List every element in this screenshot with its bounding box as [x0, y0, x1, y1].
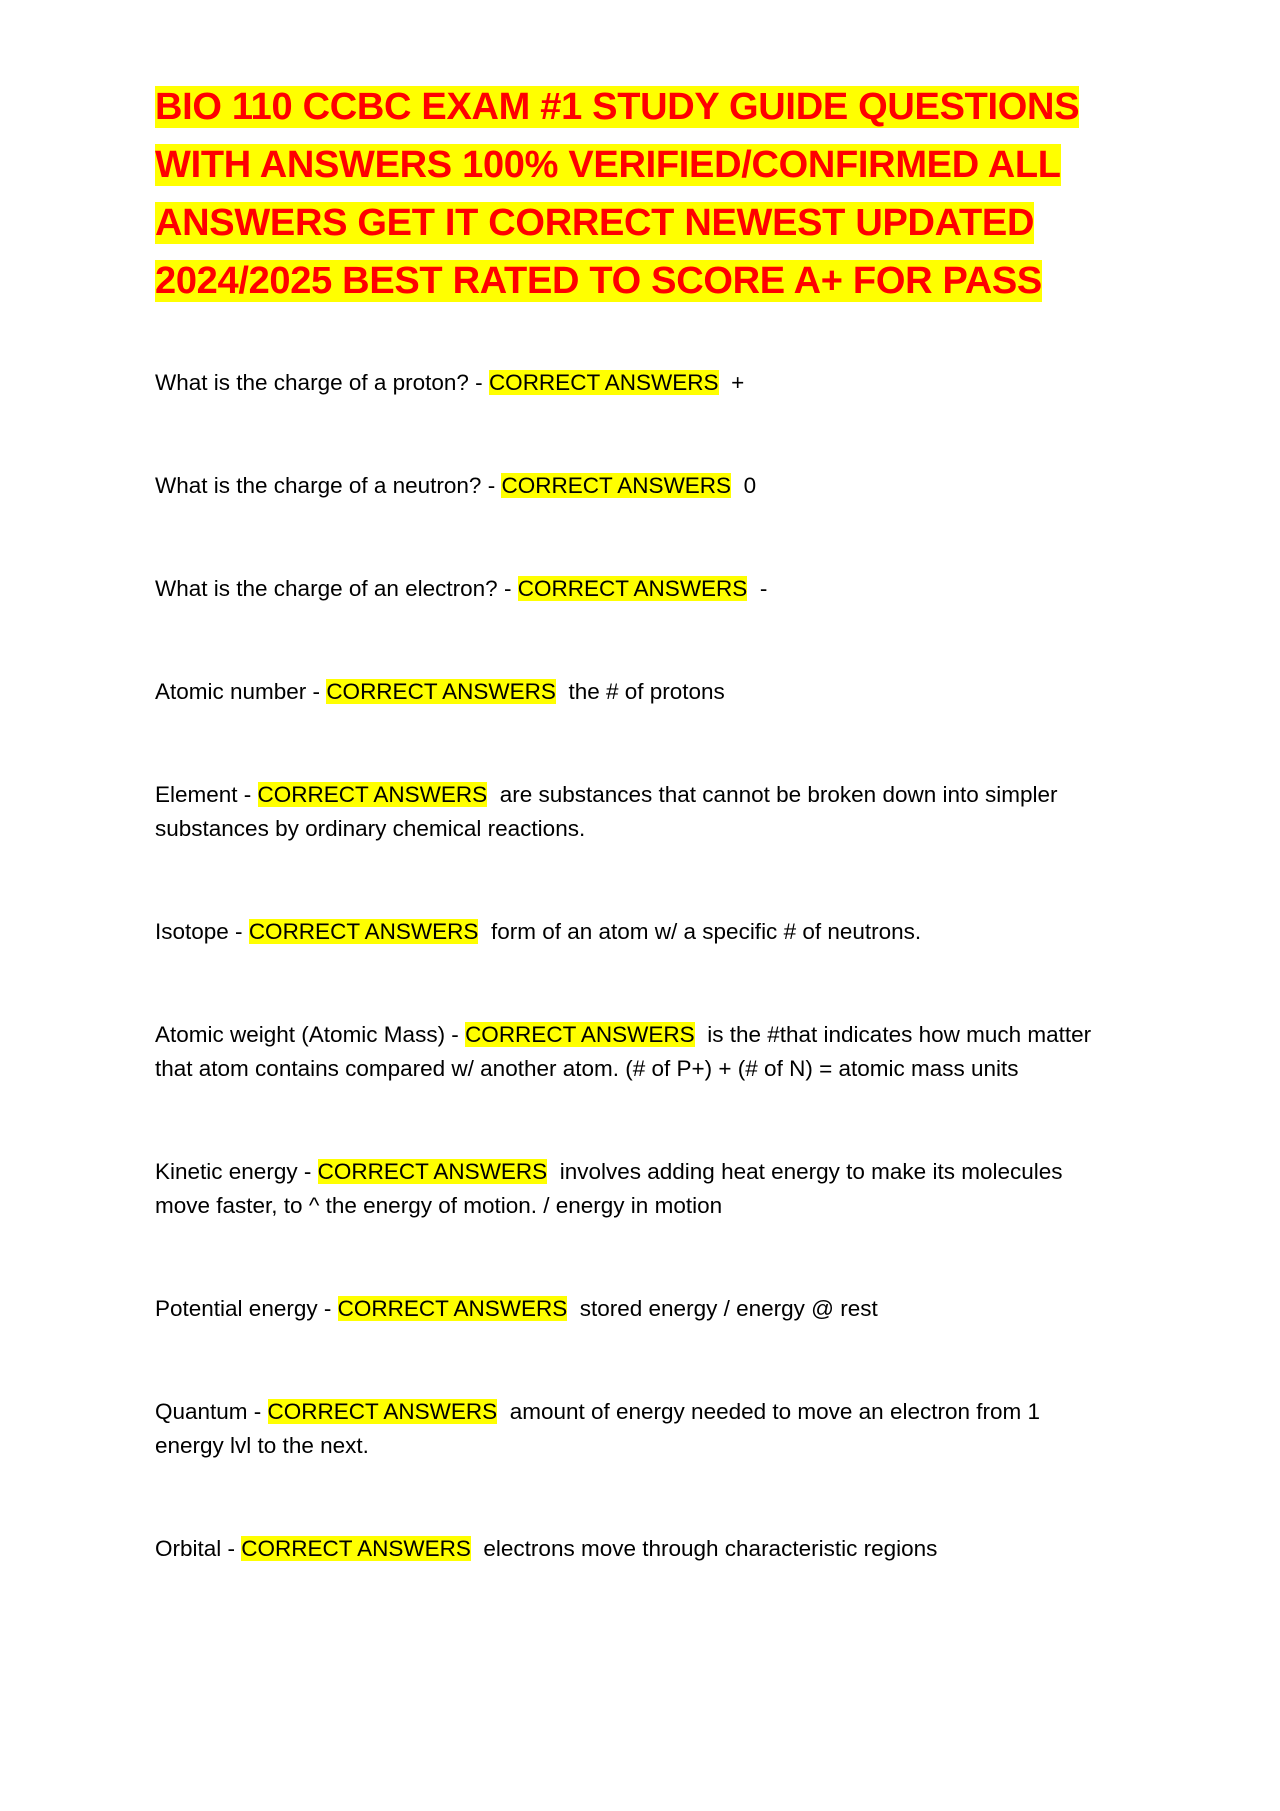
qa-answer: are substances that cannot be broken down into simpler substances by ordinary chemical reactions. — [155, 782, 1058, 841]
qa-prompt: Potential energy - — [155, 1296, 338, 1321]
qa-entry-quantum — [155, 1395, 1115, 1463]
correct-answers-tag: CORRECT ANSWERS — [241, 1536, 471, 1561]
qa-entry-isotope — [155, 915, 1115, 949]
correct-answers-tag: CORRECT ANSWERS — [326, 679, 556, 704]
correct-answers-tag: CORRECT ANSWERS — [267, 1399, 498, 1424]
qa-prompt: Kinetic energy - — [155, 1159, 318, 1184]
qa-entry-atomic-weight — [155, 1018, 1115, 1086]
qa-answer: electrons move through characteristic regions — [483, 1536, 938, 1561]
correct-answers-tag: CORRECT ANSWERS — [488, 370, 719, 395]
correct-answers-tag: CORRECT ANSWERS — [465, 1022, 695, 1047]
qa-answer: amount of energy needed to move an electron from 1 energy lvl to the next. — [155, 1399, 1041, 1458]
qa-entry-kinetic-energy — [155, 1155, 1115, 1223]
qa-answer: + — [731, 370, 745, 395]
correct-answers-tag: CORRECT ANSWERS — [248, 919, 479, 944]
qa-answer: stored energy / energy @ rest — [579, 1296, 878, 1321]
qa-prompt: Quantum - — [155, 1399, 268, 1424]
document-title-text: BIO 110 CCBC EXAM #1 STUDY GUIDE QUESTIONS WITH ANSWERS 100% VERIFIED/CONFIRMED ALL ANSWERS GET IT CORRECT NEWEST UPDATED 2024/2025 BEST RATED TO SCORE A+ FOR PASS — [155, 86, 1080, 302]
qa-list — [155, 366, 1115, 1566]
qa-prompt: What is the charge of an electron? - — [155, 576, 518, 601]
qa-entry-atomic-number — [155, 675, 1115, 709]
qa-entry-neutron-charge — [155, 469, 1115, 503]
qa-answer: form of an atom w/ a specific # of neutrons. — [490, 919, 922, 944]
qa-answer: 0 — [743, 473, 757, 498]
document-title — [155, 78, 1115, 310]
qa-prompt: What is the charge of a neutron? - — [155, 473, 502, 498]
correct-answers-tag: CORRECT ANSWERS — [257, 782, 488, 807]
qa-entry-orbital — [155, 1532, 1115, 1566]
qa-entry-proton-charge — [155, 366, 1115, 400]
correct-answers-tag: CORRECT ANSWERS — [317, 1159, 548, 1184]
qa-prompt: Orbital - — [155, 1536, 242, 1561]
qa-prompt: Isotope - — [155, 919, 249, 944]
qa-entry-potential-energy — [155, 1292, 1115, 1326]
qa-prompt: Atomic weight (Atomic Mass) - — [155, 1022, 466, 1047]
qa-prompt: Atomic number - — [155, 679, 327, 704]
correct-answers-tag: CORRECT ANSWERS — [501, 473, 732, 498]
qa-entry-element — [155, 778, 1115, 846]
qa-prompt: Element - — [155, 782, 258, 807]
qa-answer: is the #that indicates how much matter that atom contains compared w/ another atom. (# of P+) + (# of N) = atomic mass units — [155, 1022, 1092, 1081]
correct-answers-tag: CORRECT ANSWERS — [517, 576, 748, 601]
qa-answer: involves adding heat energy to make its molecules move faster, to ^ the energy of motion. / energy in motion — [155, 1159, 1063, 1218]
qa-answer: the # of protons — [568, 679, 725, 704]
qa-entry-electron-charge — [155, 572, 1115, 606]
correct-answers-tag: CORRECT ANSWERS — [337, 1296, 568, 1321]
qa-prompt: What is the charge of a proton? - — [155, 370, 489, 395]
qa-answer: - — [759, 576, 768, 601]
